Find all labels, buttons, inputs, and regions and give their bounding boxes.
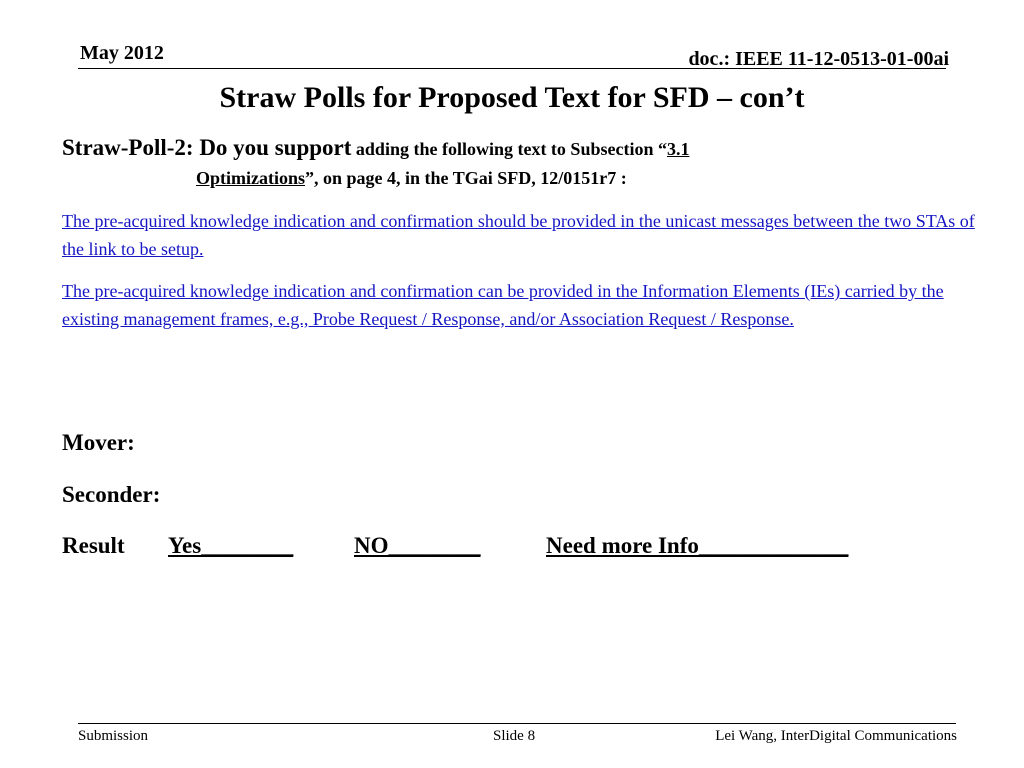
question-tail: ”, on page 4, in the TGai SFD, 12/0151r7 : bbox=[305, 168, 627, 188]
vote-yes: Yes________ bbox=[168, 533, 294, 558]
question-section-name: Optimizations bbox=[196, 168, 306, 188]
seconder-label: Seconder: bbox=[62, 482, 161, 507]
footer-slide-number: Slide 8 bbox=[493, 728, 536, 744]
slide-title: Straw Polls for Proposed Text for SFD – con’t bbox=[219, 81, 805, 114]
straw-poll-question bbox=[62, 133, 942, 193]
header-date: May 2012 bbox=[80, 42, 164, 64]
vote-need-more-info: Need more Info_____________ bbox=[546, 533, 849, 558]
footer-rule bbox=[78, 723, 956, 724]
vote-no: NO________ bbox=[354, 533, 481, 558]
question-line-2 bbox=[62, 164, 942, 193]
question-section-number: 3.1 bbox=[666, 139, 690, 159]
question-lead: Straw-Poll-2: Do you support bbox=[62, 135, 352, 160]
footer-submission: Submission bbox=[78, 728, 149, 744]
footer-author: Lei Wang, InterDigital Communications bbox=[715, 728, 957, 744]
proposed-text-paragraph: The pre-acquired knowledge indication and confirmation should be provided in the unicast messages between the two STAs of the link to be setup. bbox=[62, 211, 975, 259]
header-doc-id: doc.: IEEE 11-12-0513-01-00ai bbox=[688, 48, 949, 70]
question-mid: adding the following text to Subsection “ bbox=[351, 139, 667, 159]
mover-label: Mover: bbox=[62, 430, 135, 455]
result-label: Result bbox=[62, 533, 125, 558]
header-rule bbox=[78, 68, 946, 69]
proposed-text-paragraph: The pre-acquired knowledge indication and confirmation can be provided in the Information Elements (IEs) carried by the existing management frames, e.g., Probe Request / Response, and/or Association Request / Response. bbox=[62, 281, 944, 329]
